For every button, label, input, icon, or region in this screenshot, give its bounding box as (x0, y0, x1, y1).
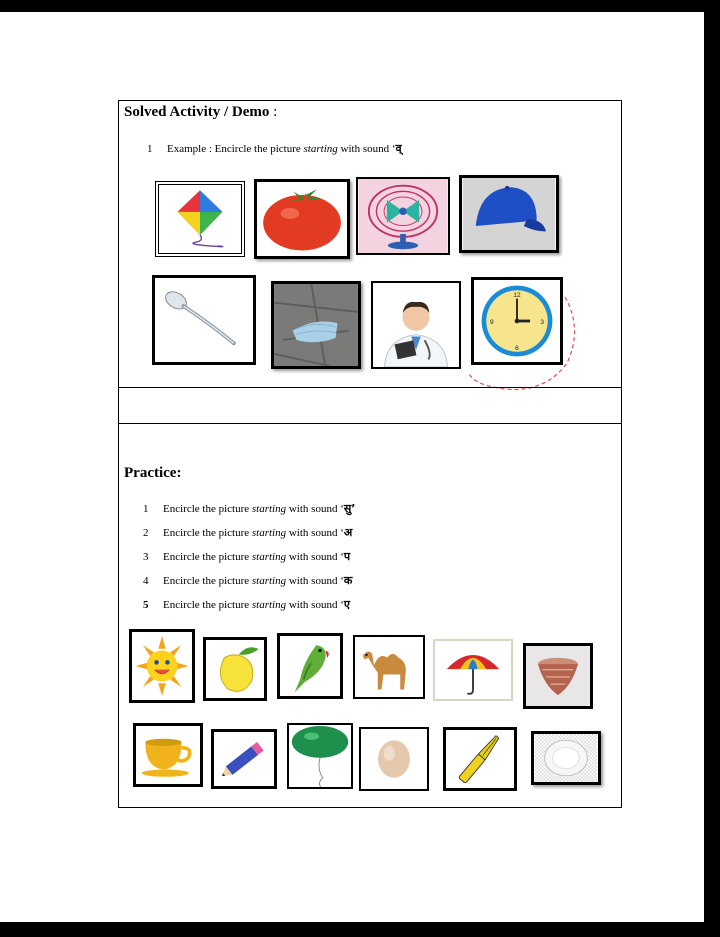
item-emphasis: starting (251, 527, 287, 539)
item-emphasis: starting (251, 575, 287, 587)
picture-tomato[interactable] (254, 179, 350, 259)
spoon-icon (155, 278, 253, 362)
item-text-end: with sound ‘ (286, 503, 344, 515)
instruction-sound: व् (395, 142, 402, 155)
item-number: 2 (143, 527, 149, 539)
picture-spoon[interactable] (152, 275, 256, 365)
item-sound: अ (343, 526, 353, 539)
svg-text:6: 6 (515, 344, 519, 352)
mask-icon (274, 284, 358, 366)
svg-text:12: 12 (513, 291, 521, 299)
fan-icon (358, 179, 448, 253)
umbrella-icon (435, 641, 511, 699)
picture-spinning-top[interactable] (523, 643, 593, 709)
picture-egg[interactable] (359, 727, 429, 791)
item-text: Encircle the picture (163, 599, 252, 611)
picture-mango[interactable] (203, 637, 267, 701)
item-number: 3 (143, 551, 149, 563)
practice-item-5 (143, 597, 350, 612)
worksheet-frame (118, 100, 622, 808)
picture-balloon[interactable] (287, 723, 353, 789)
picture-plate[interactable] (531, 731, 601, 785)
practice-item-3 (143, 549, 350, 564)
item-emphasis: starting (251, 503, 287, 515)
knife-icon (446, 730, 514, 788)
egg-icon (361, 729, 427, 789)
picture-sun[interactable] (129, 629, 195, 703)
picture-umbrella[interactable] (433, 639, 513, 701)
item-text: Encircle the picture (163, 551, 252, 563)
picture-cap[interactable] (459, 175, 559, 253)
item-text-end: with sound ‘ (286, 575, 344, 587)
svg-text:9: 9 (490, 318, 494, 326)
picture-parrot[interactable] (277, 633, 343, 699)
plate-icon (534, 734, 598, 782)
item-sound: सु’ (343, 502, 356, 515)
item-emphasis: starting (251, 599, 287, 611)
mango-icon (206, 640, 264, 698)
demo-title-suffix: : (273, 104, 278, 120)
item-number: 5 (143, 599, 149, 611)
tomato-icon (257, 182, 347, 256)
balloon-icon (289, 725, 351, 787)
parrot-icon (280, 636, 340, 696)
practice-item-2 (143, 525, 352, 540)
picture-doctor[interactable] (371, 281, 461, 369)
instruction-emphasis: starting (303, 143, 338, 155)
item-sound: प (343, 550, 351, 563)
picture-pencil[interactable] (211, 729, 277, 789)
doctor-icon (373, 283, 459, 367)
spinning-top-icon (526, 646, 590, 706)
document-page (0, 12, 704, 922)
picture-cup[interactable] (133, 723, 203, 787)
item-text-end: with sound ‘ (286, 551, 344, 563)
answer-circle (455, 289, 585, 399)
instruction-text-end: with sound ‘ (337, 143, 396, 155)
picture-camel[interactable] (353, 635, 425, 699)
picture-knife[interactable] (443, 727, 517, 791)
item-sound: ए (343, 598, 350, 611)
item-number: 4 (143, 575, 149, 587)
cap-icon (462, 178, 556, 250)
practice-item-1 (143, 501, 355, 516)
item-sound: क (343, 574, 353, 587)
item-text-end: with sound ‘ (286, 527, 344, 539)
demo-title (124, 104, 277, 121)
cup-icon (136, 726, 200, 784)
pencil-icon (214, 732, 274, 786)
picture-kite[interactable] (155, 181, 245, 257)
item-text: Encircle the picture (163, 575, 252, 587)
item-number: 1 (143, 503, 149, 515)
instruction-number: 1 (147, 143, 153, 155)
divider-1 (119, 387, 621, 388)
practice-title: Practice: (124, 465, 182, 481)
item-text: Encircle the picture (163, 503, 252, 515)
demo-instruction (147, 141, 402, 156)
sun-icon (132, 632, 192, 700)
item-text-end: with sound ‘ (286, 599, 344, 611)
demo-title-text: Solved Activity / Demo (124, 104, 270, 120)
item-text: Encircle the picture (163, 527, 252, 539)
camel-icon (355, 637, 423, 697)
picture-fan[interactable] (356, 177, 450, 255)
practice-item-4 (143, 573, 352, 588)
kite-icon (159, 185, 241, 253)
picture-mask[interactable] (271, 281, 361, 369)
divider-2 (119, 423, 621, 424)
svg-text:3: 3 (540, 318, 544, 326)
item-emphasis: starting (251, 551, 287, 563)
instruction-text: Example : Encircle the picture (167, 143, 304, 155)
